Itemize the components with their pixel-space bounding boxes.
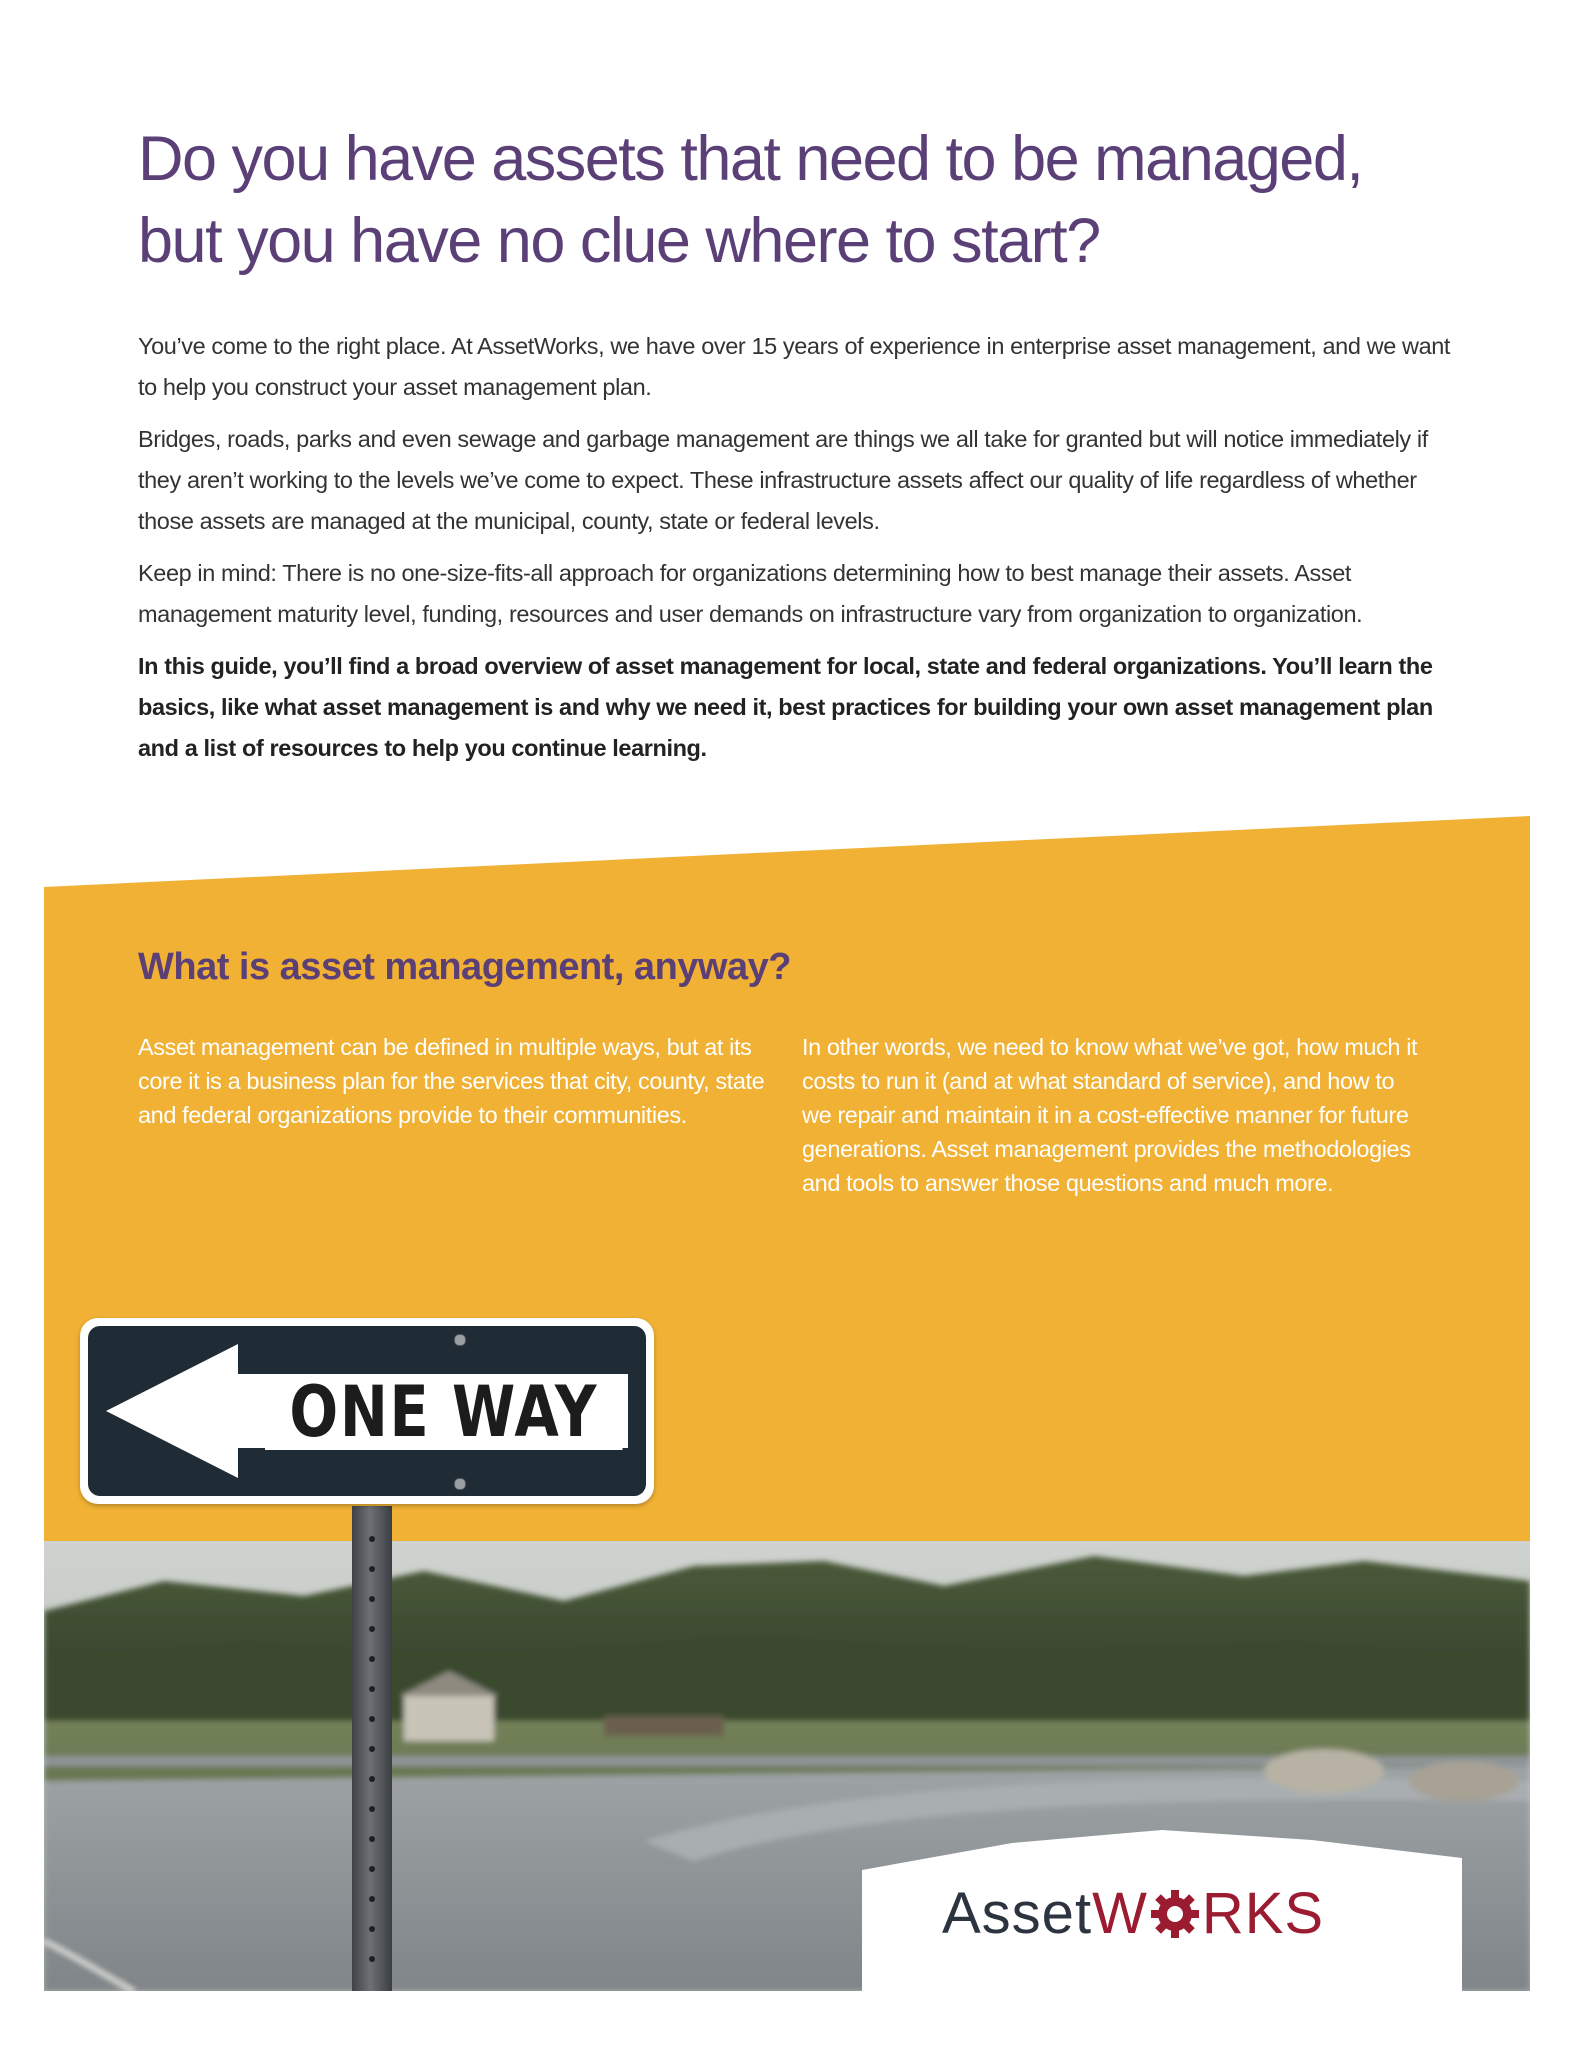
intro-paragraph-2: Bridges, roads, parks and even sewage and garbage management are things we all take for granted but will notice immediately if they aren’t working to the levels we’ve come to expect. These infrastructure assets affect our quality of life regardless of whether those assets are managed at the municipal, county, state or federal levels. — [138, 426, 1428, 534]
section-column-left — [138, 1030, 778, 1132]
page-headline — [138, 118, 1438, 282]
section-heading: What is asset management, anyway? — [138, 946, 791, 988]
section-column-right — [802, 1030, 1422, 1200]
logo-rks-text: RKS — [1201, 1881, 1325, 1946]
gear-icon — [1149, 1888, 1201, 1940]
intro-paragraph-3: Keep in mind: There is no one-size-fits-all approach for organizations determining how to best manage their assets. Asset management maturity level, funding, resources and user demands on infrastructure vary from organization to organization. — [138, 560, 1363, 627]
intro-lead-paragraph: In this guide, you’ll find a broad overview of asset management for local, state and federal organizations. You’ll learn the basics, like what asset management is and why we need it, best practices for building your own asset management plan and a list of resources to help you continue learning. — [138, 653, 1433, 761]
headline-line-2: but you have no clue where to start? — [138, 206, 1100, 276]
sign-label: ONE WAY — [265, 1374, 623, 1450]
section-right-text: In other words, we need to know what we’ve got, how much it costs to run it (and at what standard of service), and how to we repair and maintain it in a cost-effective manner for future generations. Asset management provides the methodologies and tools to answer those questions and much more. — [802, 1034, 1418, 1196]
logo-w-text: W — [1092, 1881, 1148, 1946]
assetworks-logo — [942, 1882, 1324, 1946]
headline-line-1: Do you have assets that need to be managed, — [138, 124, 1363, 194]
intro-paragraph-1: You’ve come to the right place. At AssetWorks, we have over 15 years of experience in enterprise asset management, and we want to help you construct your asset management plan. — [138, 333, 1451, 400]
sign-post — [352, 1506, 392, 1991]
intro-text — [138, 326, 1458, 780]
one-way-sign — [80, 1318, 654, 1504]
logo-asset-text: Asset — [942, 1881, 1093, 1946]
section-left-text: Asset management can be defined in multiple ways, but at its core it is a business plan for the services that city, county, state and federal organizations provide to their communities. — [138, 1034, 765, 1128]
